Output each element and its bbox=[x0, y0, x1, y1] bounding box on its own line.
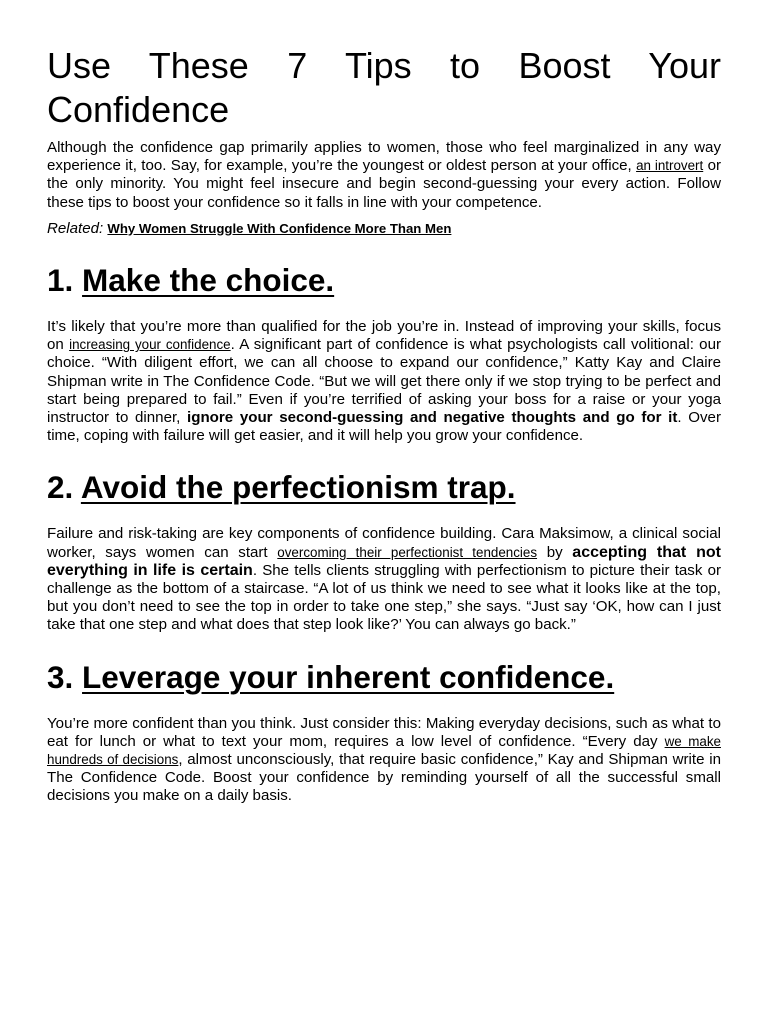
tip-2-number: 2. bbox=[47, 469, 74, 506]
tip-2-text-1: Failure and risk-taking are key components of confidence building. Cara Maksimow, a clinical social worker, says women can start bbox=[47, 525, 721, 561]
article bbox=[47, 40, 721, 806]
related-article-link[interactable]: Why Women Struggle With Confidence More Than Men bbox=[107, 220, 452, 236]
tip-3-number: 3. bbox=[47, 658, 74, 695]
related-label: Related: bbox=[47, 219, 104, 237]
tip-2-text-3: . She tells clients struggling with perfectionism to picture their task or challenge as the bottom of a staircase. “A lot of us think we need to see what it looks like at the top, but you don’t need to see the top in order to take one step,” she says. “Just say ‘OK, how can I just take that one step and what does that step look like?’ You can always go back.” bbox=[47, 561, 721, 634]
tip-3-heading bbox=[47, 659, 721, 695]
tip-3-text-2: , almost unconsciously, that require basic confidence,” Kay and Shipman write in The Confidence Code. Boost your confidence by reminding yourself of all the successful small decisions you make on a daily basis. bbox=[47, 751, 721, 805]
intro-text-2: or the only minority. You might feel insecure and begin second-guessing your every action. Follow these tips to boost your confidence so it falls in line with your competence. bbox=[47, 157, 721, 211]
tip-2-text-2: by bbox=[537, 543, 573, 561]
tip-1-heading-link[interactable]: Make the choice. bbox=[82, 262, 335, 299]
tip-3-text-1: You’re more confident than you think. Just consider this: Making everyday decisions, such as what to eat for lunch or what to text your mom, requires a low level of confidence. “Every day bbox=[47, 714, 721, 750]
tip-1-number: 1. bbox=[47, 262, 74, 299]
tip-1-text-1: It’s likely that you’re more than qualified for the job you’re in. Instead of improving your skills, focus on bbox=[47, 318, 721, 354]
intro-paragraph bbox=[47, 139, 721, 212]
introvert-link[interactable]: an introvert bbox=[636, 158, 704, 174]
tip-1-text-3: . Over time, coping with failure will get easier, and it will help you grow your confidence. bbox=[47, 409, 721, 445]
article-title: Use These 7 Tips to Boost Your Confidence bbox=[47, 45, 721, 130]
tip-1-paragraph bbox=[47, 318, 721, 445]
hundreds-of-decisions-link[interactable]: we make hundreds of decisions bbox=[47, 733, 721, 768]
intro-text-1: Although the confidence gap primarily applies to women, those who feel marginalized in any way experience it, too. Say, for example, you’re the youngest or oldest person at your office, bbox=[47, 139, 721, 175]
tip-2-paragraph bbox=[47, 525, 721, 634]
tip-1-text-2: . A significant part of confidence is what psychologists call volitional: our choice. “With diligent effort, we can all choose to expand our confidence,” Katty Kay and Claire Shipman write in The Confidence Code. “But we will get there only if we stop trying to be perfect and start being prepared to fail.” Even if you’re terrified of asking your boss for a raise or your yoga instructor to dinner, bbox=[47, 336, 721, 427]
tip-2-bold-text: accepting that not everything in life is certain bbox=[47, 543, 721, 579]
perfectionist-tendencies-link[interactable]: overcoming their perfectionist tendencies bbox=[277, 544, 538, 560]
related-line bbox=[47, 220, 721, 238]
increasing-confidence-link[interactable]: increasing your confidence bbox=[69, 337, 231, 353]
tip-2-heading bbox=[47, 469, 721, 505]
tip-3-paragraph bbox=[47, 715, 721, 806]
tip-1-heading bbox=[47, 262, 721, 298]
tip-2-heading-link[interactable]: Avoid the perfectionism trap. bbox=[80, 469, 516, 506]
tip-1-bold-text: ignore your second-guessing and negative thoughts and go for it bbox=[187, 409, 678, 427]
tip-3-heading-link[interactable]: Leverage your inherent confidence. bbox=[82, 658, 615, 695]
